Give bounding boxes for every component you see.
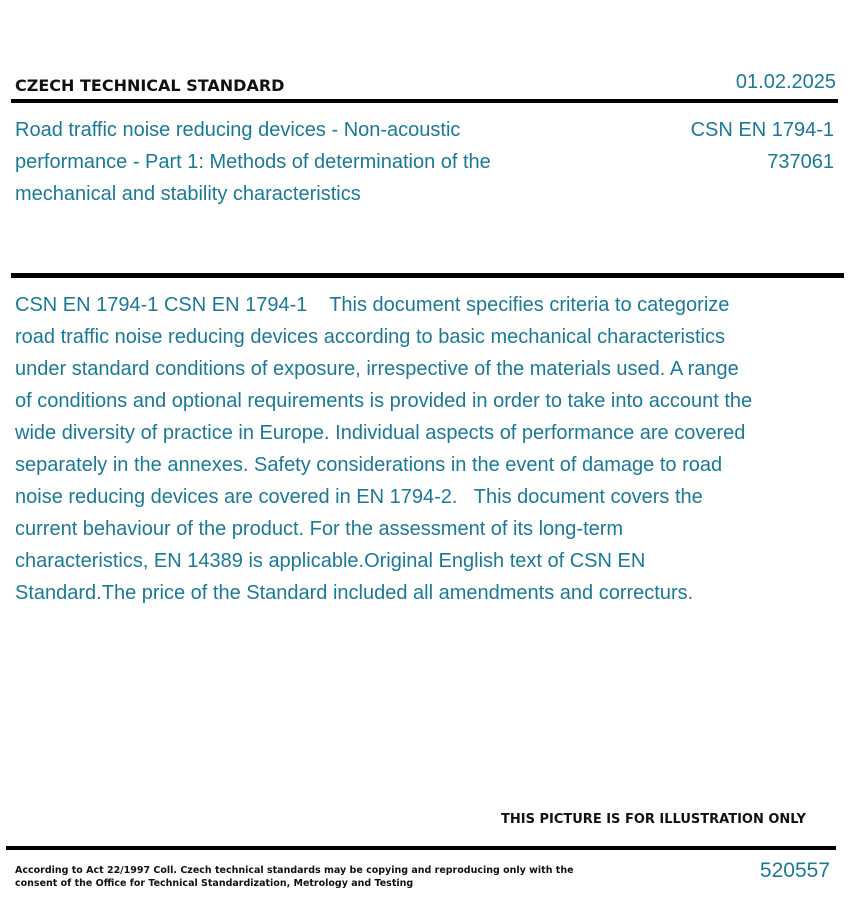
- document-header-label: CZECH TECHNICAL STANDARD: [15, 76, 285, 95]
- legal-notice: According to Act 22/1997 Coll. Czech technical standards may be copying and reproducing only with the consent of the Office for Technical Standardization, Metrology and Testing: [15, 865, 574, 889]
- standard-class-code: 737061: [767, 151, 834, 173]
- standard-codes: [691, 114, 834, 178]
- header-rule: [11, 99, 838, 103]
- illustration-note: THIS PICTURE IS FOR ILLUSTRATION ONLY: [501, 812, 806, 827]
- footer-rule: [6, 846, 836, 850]
- section-rule: [11, 273, 844, 278]
- standard-abstract: CSN EN 1794-1 CSN EN 1794-1 This document specifies criteria to categorize road traffic noise reducing devices according to basic mechanical characteristics under standard conditions of exposure, irrespective of the materials used. A range of conditions and optional requirements is provided in order to take into account the wide diversity of practice in Europe. Individual aspects of performance are covered separately in the annexes. Safety considerations in the event of damage to road noise reducing devices are covered in EN 1794-2. This document covers the current behaviour of the product. For the assessment of its long-term characteristics, EN 14389 is applicable.Original English text of CSN EN Standard.The price of the Standard included all amendments and correcturs.: [15, 294, 758, 604]
- standard-designation: CSN EN 1794-1: [690, 119, 834, 141]
- catalog-number: 520557: [759, 859, 830, 882]
- standard-title: Road traffic noise reducing devices - Non-acoustic performance - Part 1: Methods of determination of the mechanical and stability characteristics: [15, 119, 491, 205]
- publication-date: 01.02.2025: [735, 71, 836, 93]
